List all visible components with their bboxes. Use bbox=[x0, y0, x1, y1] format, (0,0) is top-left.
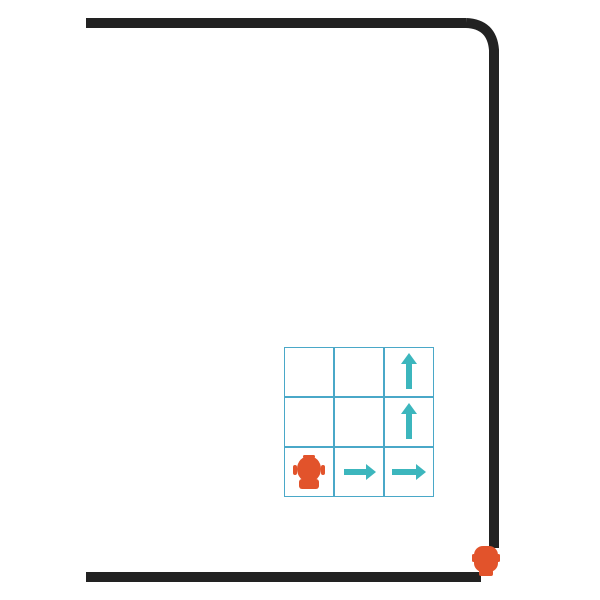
grid bbox=[284, 347, 434, 497]
arrow-up-icon bbox=[384, 347, 434, 397]
cell-b3 bbox=[334, 347, 384, 397]
cell-b2 bbox=[334, 397, 384, 447]
cell-a3 bbox=[284, 347, 334, 397]
cell-a2 bbox=[284, 397, 334, 447]
arrow-right-icon bbox=[334, 447, 384, 497]
arrow-up-icon bbox=[384, 397, 434, 447]
robot-icon bbox=[284, 447, 334, 497]
arrow-right-icon bbox=[384, 447, 434, 497]
page-number-robot-icon bbox=[472, 542, 500, 578]
